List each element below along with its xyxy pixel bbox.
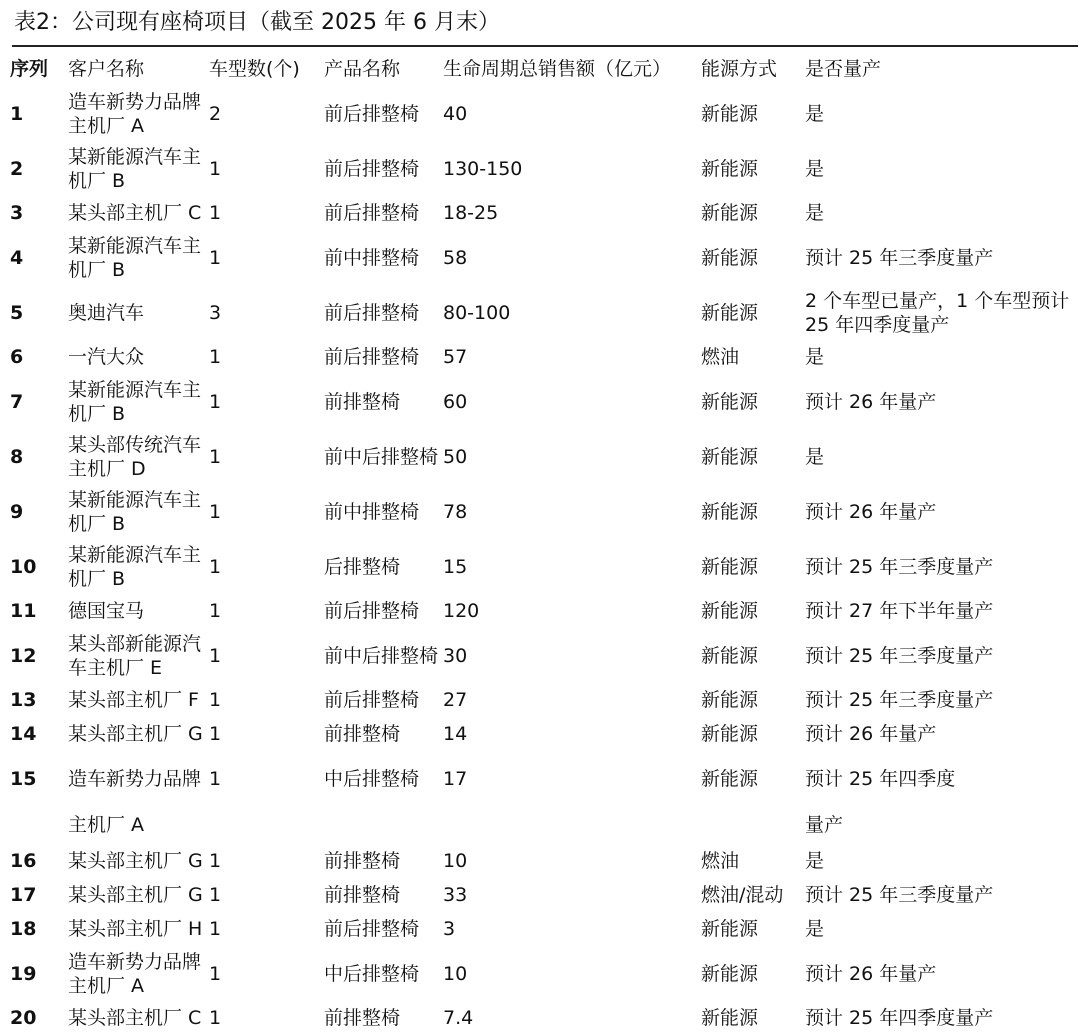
- cell-model-count: 1: [209, 555, 222, 578]
- cell-mass-production: 是: [805, 918, 825, 940]
- cell-seq: 15: [10, 767, 37, 790]
- cell-product: 前排整椅: [324, 390, 401, 413]
- cell-customer: 造车新势力品牌: [68, 767, 202, 790]
- cell-product: 中后排整椅: [324, 767, 420, 790]
- cell-lifetime-sales: 58: [443, 246, 468, 269]
- cell-seq: 18: [10, 918, 37, 940]
- cell-product: 前排整椅: [324, 1007, 401, 1029]
- cell-customer: 某新能源汽车主机厂 B: [68, 234, 202, 281]
- cell-mass-production: 预计 25 年三季度量产: [805, 644, 994, 667]
- cell-model-count: 1: [209, 918, 222, 940]
- cell-customer: 某头部主机厂 C: [68, 1007, 202, 1029]
- cell-energy: [701, 806, 805, 844]
- cell-model-count: 1: [209, 1007, 222, 1029]
- cell-product: 前排整椅: [324, 884, 401, 906]
- cell-product: 前后排整椅: [324, 918, 420, 940]
- cell-mass-production: 是: [805, 157, 825, 180]
- cell-lifetime-sales: [443, 806, 701, 844]
- cell-mass-production: 量产: [805, 814, 844, 836]
- table-row: [10, 285, 1080, 340]
- cell-energy: 新能源: [701, 723, 759, 745]
- cell-lifetime-sales: 14: [443, 723, 468, 745]
- table-row: [10, 844, 1080, 878]
- cell-energy: 新能源: [701, 157, 759, 180]
- cell-customer: 某头部新能源汽车主机厂 E: [68, 632, 202, 679]
- cell-customer: 某新能源汽车主机厂 B: [68, 145, 202, 192]
- cell-model-count: 1: [209, 202, 222, 224]
- table-row: [10, 1001, 1080, 1035]
- cell-model-count: 1: [209, 445, 222, 468]
- cell-energy: 燃油: [701, 850, 740, 872]
- cell-lifetime-sales: 10: [443, 962, 468, 985]
- table-body: [10, 86, 1080, 1035]
- cell-customer: 某头部传统汽车主机厂 D: [68, 433, 202, 480]
- cell-mass-production: 预计 25 年四季度: [805, 767, 956, 790]
- cell-mass-production: 预计 25 年三季度量产: [805, 246, 994, 269]
- cell-seq: 13: [10, 689, 37, 711]
- cell-mass-production: 预计 25 年三季度量产: [805, 689, 994, 711]
- cell-energy: 新能源: [701, 390, 759, 413]
- cell-customer: 某头部主机厂 H: [68, 918, 203, 940]
- table-row: [10, 683, 1080, 717]
- cell-mass-production: 是: [805, 346, 825, 368]
- caption-rule: [12, 45, 1078, 47]
- table-row: [10, 806, 1080, 844]
- cell-energy: 新能源: [701, 600, 759, 622]
- cell-lifetime-sales: 60: [443, 390, 468, 413]
- cell-product: 前中后排整椅: [324, 644, 439, 667]
- table-caption: 表2：公司现有座椅项目（截至 2025 年 6 月末）: [14, 10, 500, 35]
- cell-mass-production: 预计 26 年量产: [805, 390, 937, 413]
- cell-mass-production: 预计 26 年量产: [805, 723, 937, 745]
- cell-seq: 19: [10, 962, 37, 985]
- cell-lifetime-sales: 57: [443, 346, 468, 368]
- cell-lifetime-sales: 17: [443, 767, 468, 790]
- cell-product: 前后排整椅: [324, 689, 420, 711]
- cell-model-count: 1: [209, 884, 222, 906]
- cell-seq: 2: [10, 157, 24, 180]
- cell-model-count: 1: [209, 157, 222, 180]
- cell-seq: 17: [10, 884, 37, 906]
- cell-customer: 某新能源汽车主机厂 B: [68, 543, 202, 590]
- cell-energy: 新能源: [701, 767, 759, 790]
- table-row: [10, 141, 1080, 196]
- cell-mass-production: 预计 25 年四季度量产: [805, 1007, 994, 1029]
- cell-model-count: 1: [209, 962, 222, 985]
- cell-seq: [10, 806, 68, 844]
- cell-lifetime-sales: 33: [443, 884, 468, 906]
- cell-model-count: 1: [209, 850, 222, 872]
- table-row: [10, 374, 1080, 429]
- cell-model-count: [209, 806, 324, 844]
- cell-customer: 某新能源汽车主机厂 B: [68, 378, 202, 425]
- cell-customer: 某头部主机厂 G: [68, 723, 203, 745]
- cell-seq: 9: [10, 500, 24, 523]
- table-row: [10, 594, 1080, 628]
- cell-product: 后排整椅: [324, 555, 401, 578]
- cell-energy: 新能源: [701, 555, 759, 578]
- cell-seq: 8: [10, 445, 24, 468]
- cell-model-count: 1: [209, 767, 222, 790]
- cell-product: 前中后排整椅: [324, 445, 439, 468]
- cell-mass-production: 预计 26 年量产: [805, 500, 937, 523]
- cell-product: 前后排整椅: [324, 600, 420, 622]
- header-lifetime-sales: 生命周期总销售额（亿元）: [443, 58, 672, 80]
- cell-seq: 16: [10, 850, 37, 872]
- table-row: [10, 196, 1080, 230]
- cell-model-count: 1: [209, 246, 222, 269]
- cell-energy: 新能源: [701, 445, 759, 468]
- cell-lifetime-sales: 30: [443, 644, 468, 667]
- cell-model-count: 3: [209, 301, 222, 324]
- cell-seq: 6: [10, 346, 24, 368]
- table-row: [10, 429, 1080, 484]
- cell-energy: 燃油: [701, 346, 740, 368]
- table-row: [10, 717, 1080, 751]
- cell-product: 前后排整椅: [324, 102, 420, 125]
- header-model-count: 车型数(个): [209, 58, 300, 80]
- table-row: [10, 878, 1080, 912]
- cell-model-count: 1: [209, 500, 222, 523]
- cell-seq: 14: [10, 723, 37, 745]
- cell-seq: 3: [10, 202, 24, 224]
- cell-seq: 11: [10, 600, 37, 622]
- cell-mass-production: 预计 27 年下半年量产: [805, 600, 994, 622]
- seat-projects-table: [10, 52, 1080, 1035]
- cell-customer: 造车新势力品牌主机厂 A: [68, 950, 202, 997]
- cell-model-count: 1: [209, 346, 222, 368]
- cell-energy: 燃油/混动: [701, 884, 784, 906]
- cell-energy: 新能源: [701, 102, 759, 125]
- cell-product: 前后排整椅: [324, 301, 420, 324]
- cell-model-count: 1: [209, 689, 222, 711]
- cell-lifetime-sales: 130-150: [443, 157, 523, 180]
- table-row: [10, 751, 1080, 806]
- cell-customer: 某新能源汽车主机厂 B: [68, 488, 202, 535]
- table-row: [10, 340, 1080, 374]
- cell-lifetime-sales: 78: [443, 500, 468, 523]
- table-row: [10, 946, 1080, 1001]
- cell-customer: 某头部主机厂 C: [68, 202, 202, 224]
- cell-lifetime-sales: 7.4: [443, 1007, 474, 1029]
- cell-energy: 新能源: [701, 962, 759, 985]
- cell-customer: 一汽大众: [68, 346, 145, 368]
- cell-energy: 新能源: [701, 500, 759, 523]
- cell-lifetime-sales: 120: [443, 600, 480, 622]
- cell-mass-production: 2 个车型已量产，1 个车型预计 25 年四季度量产: [805, 289, 1070, 336]
- cell-lifetime-sales: 27: [443, 689, 468, 711]
- cell-seq: 7: [10, 390, 24, 413]
- cell-customer: 造车新势力品牌主机厂 A: [68, 90, 202, 137]
- header-mass-production: 是否量产: [805, 58, 882, 80]
- cell-seq: 10: [10, 555, 37, 578]
- table-row: [10, 230, 1080, 285]
- header-seq: 序列: [10, 58, 49, 80]
- cell-product: 前后排整椅: [324, 346, 420, 368]
- cell-lifetime-sales: 15: [443, 555, 468, 578]
- cell-lifetime-sales: 3: [443, 918, 456, 940]
- cell-product: 中后排整椅: [324, 962, 420, 985]
- cell-customer: 某头部主机厂 F: [68, 689, 199, 711]
- header-customer: 客户名称: [68, 58, 145, 80]
- cell-mass-production: 是: [805, 202, 825, 224]
- cell-mass-production: 是: [805, 850, 825, 872]
- cell-energy: 新能源: [701, 644, 759, 667]
- cell-energy: 新能源: [701, 301, 759, 324]
- cell-seq: 20: [10, 1007, 37, 1029]
- cell-model-count: 1: [209, 644, 222, 667]
- cell-mass-production: 预计 26 年量产: [805, 962, 937, 985]
- cell-energy: 新能源: [701, 246, 759, 269]
- cell-mass-production: 预计 25 年三季度量产: [805, 884, 994, 906]
- cell-customer: 德国宝马: [68, 600, 145, 622]
- cell-lifetime-sales: 10: [443, 850, 468, 872]
- table-row: [10, 484, 1080, 539]
- header-product: 产品名称: [324, 58, 401, 80]
- cell-seq: 4: [10, 246, 24, 269]
- cell-mass-production: 预计 25 年三季度量产: [805, 555, 994, 578]
- cell-product: 前排整椅: [324, 850, 401, 872]
- cell-mass-production: 是: [805, 445, 825, 468]
- table-row: [10, 628, 1080, 683]
- cell-lifetime-sales: 18-25: [443, 202, 499, 224]
- cell-lifetime-sales: 80-100: [443, 301, 511, 324]
- cell-customer: 某头部主机厂 G: [68, 850, 203, 872]
- cell-lifetime-sales: 40: [443, 102, 468, 125]
- cell-product: 前排整椅: [324, 723, 401, 745]
- cell-model-count: 1: [209, 723, 222, 745]
- cell-energy: 新能源: [701, 1007, 759, 1029]
- cell-model-count: 1: [209, 600, 222, 622]
- cell-energy: 新能源: [701, 918, 759, 940]
- table-header-row: [10, 52, 1080, 86]
- table-row: [10, 86, 1080, 141]
- cell-product: 前后排整椅: [324, 157, 420, 180]
- cell-mass-production: 是: [805, 102, 825, 125]
- table-row: [10, 912, 1080, 946]
- cell-product: 前后排整椅: [324, 202, 420, 224]
- cell-seq: 1: [10, 102, 24, 125]
- cell-seq: 12: [10, 644, 37, 667]
- cell-model-count: 1: [209, 390, 222, 413]
- cell-product: 前中排整椅: [324, 246, 420, 269]
- cell-seq: 5: [10, 301, 24, 324]
- cell-energy: 新能源: [701, 202, 759, 224]
- cell-energy: 新能源: [701, 689, 759, 711]
- header-energy: 能源方式: [701, 58, 778, 80]
- cell-product: [324, 806, 443, 844]
- cell-customer: 主机厂 A: [68, 814, 145, 836]
- cell-customer: 某头部主机厂 G: [68, 884, 203, 906]
- cell-customer: 奥迪汽车: [68, 301, 145, 324]
- cell-product: 前中排整椅: [324, 500, 420, 523]
- cell-lifetime-sales: 50: [443, 445, 468, 468]
- table-row: [10, 539, 1080, 594]
- cell-model-count: 2: [209, 102, 222, 125]
